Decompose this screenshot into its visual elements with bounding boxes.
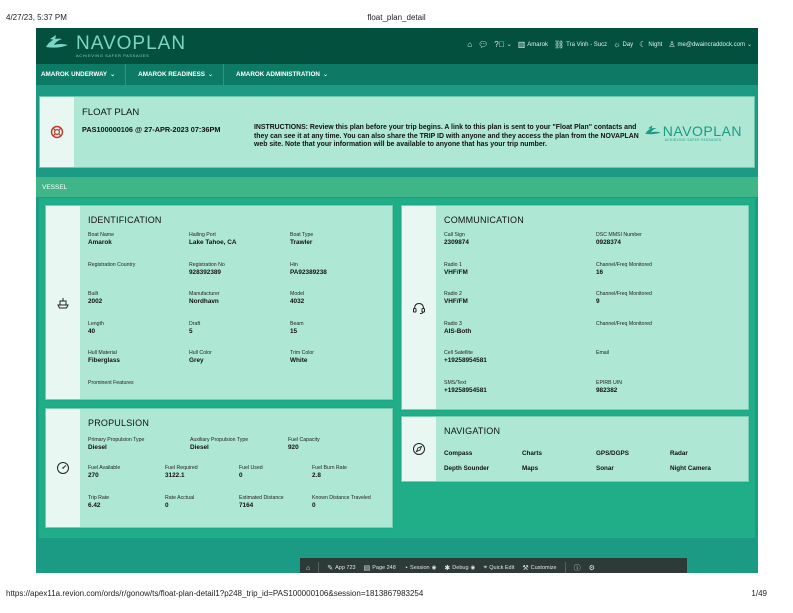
navigation-card	[401, 416, 749, 482]
boat-label: Amarok	[527, 41, 548, 48]
field	[596, 380, 622, 395]
field-label: Hin	[290, 261, 298, 268]
dev-customize-button[interactable]	[522, 564, 556, 572]
list-item: Compass	[444, 450, 473, 457]
field-value: 6.42	[88, 502, 101, 509]
brand-name: NAVOPLAN	[662, 123, 742, 139]
dev-settings-button[interactable]	[589, 564, 595, 572]
field-value: 982382	[596, 386, 618, 394]
chevron-down-icon: ⌄	[746, 42, 752, 48]
brand-name: NAVOPLAN	[76, 32, 187, 54]
float-plan-id: PAS100000106 @ 27-APR-2023 07:36PM	[82, 125, 221, 134]
field-value: 2.8	[312, 472, 321, 479]
field	[596, 291, 652, 306]
field-value: 0	[239, 472, 243, 479]
field-label: Prominent Features	[88, 379, 134, 386]
print-header	[0, 0, 793, 28]
help-icon: ?⃝	[494, 40, 505, 49]
field-label: Estimated Distance	[239, 495, 284, 501]
navoplan-logo-small	[643, 123, 742, 142]
dev-debug-label: Debug	[452, 565, 469, 571]
dev-home-button[interactable]	[306, 565, 310, 572]
field-value: +19258954581	[444, 357, 487, 364]
field	[88, 437, 144, 452]
field-value: 920	[288, 444, 299, 451]
field-value: Lake Tahoe, CA	[189, 239, 237, 246]
nav-item-label: AMAROK READINESS	[138, 71, 205, 78]
print-datetime: 4/27/23, 5:37 PM	[6, 13, 67, 22]
float-plan-title: FLOAT PLAN	[82, 107, 140, 118]
navoplan-logo[interactable]	[44, 32, 187, 58]
field-label: Radio 3	[444, 320, 462, 327]
field	[190, 437, 248, 452]
list-item: Night Camera	[670, 465, 711, 472]
field	[444, 232, 469, 247]
list-item: Sonar	[596, 465, 614, 472]
boat-selector[interactable]	[518, 40, 548, 49]
field-label: Primary Propulsion Type	[88, 437, 145, 443]
dev-session-label: Session	[410, 565, 430, 571]
field	[444, 291, 468, 306]
brand-tagline: ACHIEVING SAFER PASSAGES	[664, 138, 722, 142]
navoplan-logo-mark	[44, 33, 70, 53]
field-value: 270	[88, 472, 99, 479]
dev-info-button[interactable]	[574, 563, 581, 573]
user-menu[interactable]	[668, 40, 752, 49]
dev-session-button[interactable]	[404, 565, 437, 572]
field-value: 3122.1	[165, 472, 185, 479]
field-label: Boat Type	[290, 232, 314, 238]
dev-customize-label: Customize	[530, 565, 557, 571]
field-label: Radio 2	[444, 291, 462, 297]
nav-item-readiness[interactable]	[125, 64, 223, 85]
headset-icon	[402, 206, 436, 409]
link-icon: ⛓	[553, 40, 565, 49]
field	[290, 291, 304, 306]
print-page-number: 1/49	[751, 589, 767, 598]
field-value: Trawler	[290, 239, 313, 246]
eye-icon: ◉	[431, 565, 437, 571]
field-value: 5	[189, 327, 193, 335]
field-label: Fuel Available	[88, 465, 121, 471]
developer-toolbar	[300, 558, 687, 573]
field-value: White	[290, 357, 308, 364]
field-label: Channel/Freq Monitored	[596, 320, 652, 327]
field	[165, 495, 194, 510]
chevron-down-icon: ⌄	[207, 72, 214, 78]
location-label: Tra Vinh - Sucz	[566, 41, 608, 48]
top-bar	[36, 28, 758, 64]
dev-page-button[interactable]	[364, 564, 396, 572]
field-value: Diesel	[88, 444, 107, 451]
float-plan-card	[39, 96, 755, 168]
field-value: PA92389238	[290, 268, 327, 276]
location-selector[interactable]	[554, 40, 607, 49]
vessel-section-header: VESSEL	[36, 177, 758, 197]
field-label: Rate Acctual	[165, 495, 195, 501]
field-value: 928392389	[189, 268, 221, 276]
field	[189, 321, 200, 336]
gauge-icon	[46, 409, 80, 527]
chat-icon[interactable]: 💬︎	[478, 40, 489, 49]
field	[189, 262, 225, 277]
compass-icon	[402, 417, 436, 481]
field-value: 2309874	[444, 239, 469, 246]
field-label: Fuel Burn Rate	[312, 465, 347, 471]
divider	[318, 562, 319, 573]
field-label: Length	[88, 320, 104, 327]
field-label: Known Distance Traveled	[312, 495, 371, 501]
field-value: 15	[290, 327, 298, 335]
field	[288, 437, 320, 452]
field-label: Hull Material	[88, 350, 117, 356]
field	[596, 262, 652, 277]
main-nav	[36, 64, 758, 85]
field	[88, 380, 134, 387]
field-value: 0928374	[596, 239, 621, 246]
field-label: Channel/Freq Monitored	[596, 291, 652, 297]
nav-item-underway[interactable]	[36, 64, 125, 85]
field-label: SMS/Text	[444, 379, 467, 386]
brush-icon: ⚒	[522, 565, 529, 572]
field	[88, 232, 114, 247]
field-value: Diesel	[190, 444, 209, 451]
field-label: EPIRB UIN	[596, 379, 622, 386]
help-menu[interactable]	[494, 40, 511, 49]
page-icon: ▤	[363, 565, 371, 572]
top-actions	[467, 40, 752, 49]
nav-item-label: AMAROK UNDERWAY	[41, 71, 108, 78]
field	[165, 465, 198, 480]
nav-item-label: AMAROK ADMINISTRATION	[236, 71, 320, 78]
field-label: Fuel Capacity	[288, 437, 320, 443]
field-value: 9	[596, 298, 600, 305]
eye-icon: ◉	[470, 565, 476, 571]
field-label: Call Sign	[444, 232, 465, 238]
field	[444, 262, 468, 277]
communication-title: COMMUNICATION	[444, 215, 524, 225]
field-label: Email	[596, 350, 609, 356]
field-value: Grey	[189, 357, 204, 364]
vessel-section	[39, 198, 755, 538]
lifebuoy-icon	[40, 97, 74, 167]
field	[596, 232, 642, 247]
field-value: AIS-Both	[444, 327, 472, 335]
field-value: VHF/FM	[444, 298, 468, 305]
navoplan-logo-mark	[643, 124, 663, 138]
field-value: Nordhavn	[189, 298, 219, 305]
print-doc-title: float_plan_detail	[367, 13, 426, 22]
field	[88, 262, 135, 269]
nav-item-administration[interactable]	[223, 64, 338, 85]
field	[239, 465, 263, 480]
field	[189, 232, 236, 247]
field-label: Model	[290, 291, 305, 297]
night-mode-button[interactable]	[639, 40, 662, 49]
ship-icon	[46, 206, 80, 399]
field	[88, 465, 120, 480]
identification-title: IDENTIFICATION	[88, 215, 162, 225]
field-label: Registration No	[189, 261, 225, 268]
dev-app-button[interactable]	[327, 564, 355, 572]
field	[444, 350, 487, 365]
field-label: Trip Rate	[88, 495, 110, 501]
day-mode-button[interactable]	[613, 40, 633, 49]
night-label: Night	[648, 41, 663, 48]
list-item: Depth Sounder	[444, 465, 490, 472]
field-value: 0	[312, 502, 316, 509]
dev-app-label: App 723	[335, 565, 356, 571]
field	[444, 380, 487, 395]
field	[290, 262, 327, 277]
field-label: Fuel Required	[165, 465, 198, 471]
field-label: DSC MMSI Number	[596, 232, 642, 238]
field-value: 2002	[88, 298, 103, 305]
list-item: Maps	[522, 465, 539, 472]
field-value: 7164	[239, 502, 254, 509]
field-label: Fuel Used	[239, 465, 263, 471]
cursor-icon: ⌖	[483, 564, 488, 571]
print-footer	[0, 586, 793, 600]
field-value: 0	[165, 502, 169, 509]
field	[189, 350, 212, 365]
field-label: Draft	[189, 320, 201, 327]
propulsion-title: PROPULSION	[88, 418, 150, 428]
field	[444, 321, 471, 336]
day-label: Day	[622, 41, 634, 48]
dev-debug-button[interactable]	[444, 564, 475, 572]
field-label: Registration Country	[88, 261, 136, 268]
user-email: me@dwaincraddock.com	[677, 41, 745, 48]
dev-quick-edit-button[interactable]	[483, 564, 514, 572]
field	[88, 291, 102, 306]
moon-icon: ☾	[639, 40, 647, 49]
dev-page-label: Page 248	[372, 565, 396, 571]
communication-card	[401, 205, 749, 410]
home-icon: ⌂	[306, 564, 311, 572]
chevron-down-icon: ⌄	[322, 72, 328, 78]
divider	[565, 562, 566, 573]
field-value: 16	[596, 268, 604, 276]
field-label: Hailing Port	[189, 232, 216, 238]
grid-icon: ▥	[517, 40, 526, 49]
field-value: 40	[88, 327, 96, 335]
chevron-down-icon: ⌄	[110, 72, 116, 78]
field-label: Trim Color	[290, 350, 315, 356]
brand-tagline: ACHIEVING SAFER PASSAGES	[76, 53, 150, 58]
session-icon: ◔	[403, 564, 409, 572]
sun-icon: ☼	[613, 40, 621, 49]
propulsion-card	[45, 408, 393, 528]
info-icon: ⓘ	[573, 565, 581, 572]
chevron-down-icon: ⌄	[506, 42, 512, 48]
field-value: VHF/FM	[444, 268, 468, 276]
edit-icon: ✎	[327, 565, 334, 572]
field	[88, 321, 104, 336]
field	[596, 350, 609, 357]
list-item: Radar	[670, 450, 688, 457]
field-label: Boat Name	[88, 232, 114, 238]
field-label: Beam	[290, 320, 304, 327]
list-item: Charts	[522, 450, 542, 457]
field	[239, 495, 284, 510]
list-item: GPS/DGPS	[596, 450, 629, 457]
field-label: Hull Color	[189, 350, 212, 356]
field	[290, 232, 313, 247]
field-label: Cell Satellite	[444, 350, 473, 356]
field-value: Fiberglass	[88, 357, 120, 364]
field	[88, 350, 120, 365]
float-plan-instructions: INSTRUCTIONS: Review this plan before your trip begins. A link to this plan is sent to your "Float Plan" contacts and they can see it at any time. You can also share the TRIP ID with anyone and they access the plan from the NOVAPLAN web site. Note that your information will be available to anyone that has your trip number.	[254, 124, 639, 148]
field-label: Auxiliary Propulsion Type	[190, 437, 249, 443]
print-url: https://apex11a.revion.com/ords/r/gonow/ts/float-plan-detail1?p248_trip_id=PAS100000106&session=1813867983254	[6, 589, 424, 598]
bug-icon: ✱	[444, 565, 451, 572]
field-value: Amarok	[88, 239, 112, 246]
gear-icon: ⚙	[588, 565, 595, 572]
field	[290, 321, 304, 336]
navigation-title: NAVIGATION	[444, 426, 501, 436]
field	[88, 495, 109, 510]
field	[189, 291, 220, 306]
user-icon: ♙	[668, 40, 676, 49]
dev-quick-edit-label: Quick Edit	[489, 565, 515, 571]
field	[312, 495, 371, 510]
field-label: Manufacturer	[189, 291, 220, 297]
field-label: Built	[88, 291, 99, 297]
field-value: 4032	[290, 298, 305, 305]
home-icon[interactable]: ⌂	[467, 40, 473, 49]
field	[290, 350, 314, 365]
field	[312, 465, 347, 480]
field-label: Radio 1	[444, 261, 462, 268]
identification-card	[45, 205, 393, 400]
field-value: +19258954581	[444, 386, 487, 394]
field-label: Channel/Freq Monitored	[596, 261, 652, 268]
app-window	[36, 28, 758, 573]
field	[596, 321, 652, 328]
